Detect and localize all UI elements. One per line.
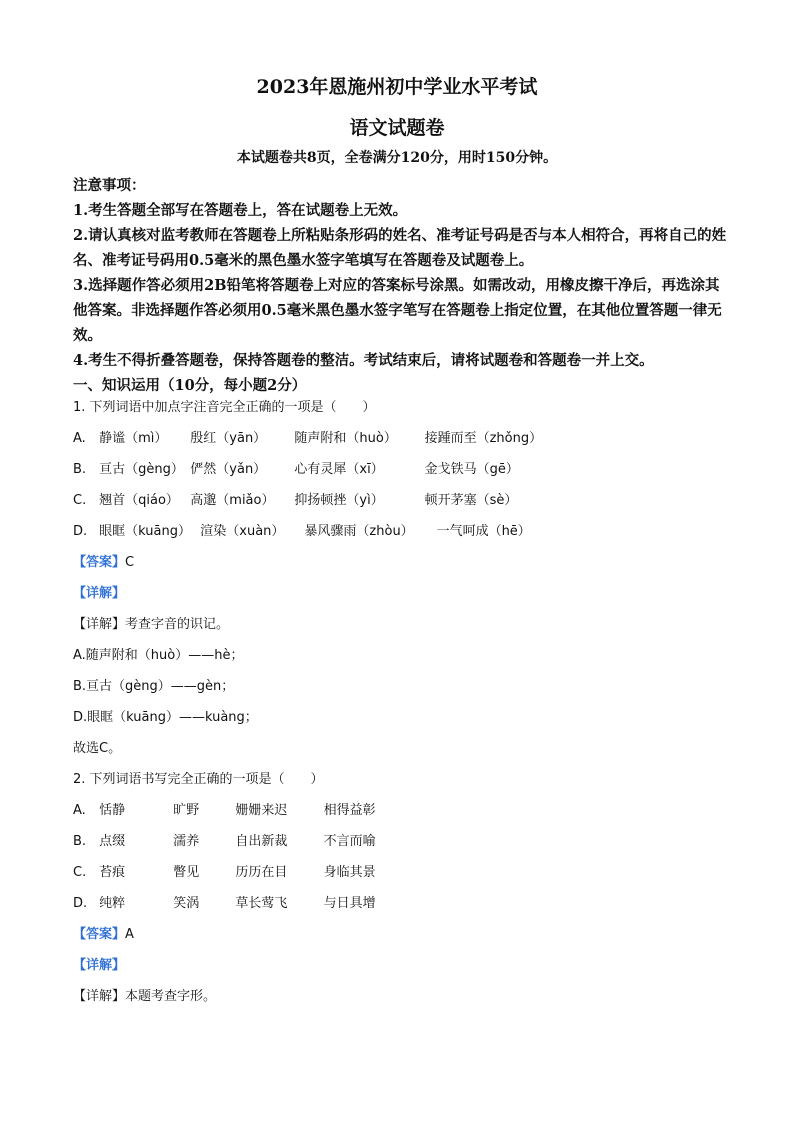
section-heading: 一、知识运用（10分，每小题2分） <box>73 377 307 394</box>
question-2-option-c <box>73 863 733 894</box>
question-2-answer <box>73 925 733 956</box>
option-word: 姗姗来迟 <box>235 803 288 818</box>
option-word: 翘首（qiáo） <box>99 493 179 508</box>
option-word: 旷野 <box>173 803 200 818</box>
option-word: 随声附和（huò） <box>294 431 397 446</box>
option-letter: B. <box>73 462 87 477</box>
option-word: 金戈铁马（gē） <box>424 462 519 477</box>
option-word: 接踵而至（zhǒng） <box>424 431 543 446</box>
option-word: 草长莺飞 <box>235 896 288 911</box>
question-1-option-c <box>73 491 733 522</box>
question-1-option-b <box>73 460 733 491</box>
option-word: 苔痕 <box>99 865 126 880</box>
answer-value: C <box>125 555 135 570</box>
option-word: 与日具增 <box>323 896 376 911</box>
option-word: 顿开茅塞（sè） <box>424 493 518 508</box>
answer-value: A <box>125 927 134 942</box>
option-word: 亘古（gèng） <box>99 462 184 477</box>
option-letter: A. <box>73 803 86 818</box>
option-word: 高邈（miǎo） <box>190 493 275 508</box>
question-1-option-d <box>73 522 733 553</box>
option-letter: B. <box>73 834 87 849</box>
option-word: 历历在目 <box>235 865 288 880</box>
option-word: 身临其景 <box>323 865 376 880</box>
explanation-line: 【详解】考查字音的识记。 <box>73 617 230 632</box>
question-1-detail-label: 【详解】 <box>73 586 126 601</box>
notes-heading: 注意事项： <box>73 177 146 194</box>
option-word: 自出新裁 <box>235 834 288 849</box>
exam-title: 2023年恩施州初中学业水平考试 <box>256 76 538 98</box>
question-1-stem: 1. 下列词语中加点字注音完全正确的一项是（ ） <box>73 400 376 415</box>
option-word: 暴风骤雨（zhòu） <box>304 524 414 539</box>
question-1-option-a <box>73 429 733 460</box>
answer-label: 【答案】 <box>73 555 126 570</box>
option-word: 殷红（yān） <box>190 431 267 446</box>
option-word: 眼眶（kuāng） <box>99 524 191 539</box>
note-item: 3.选择题作答必须用2B铅笔将答题卷上对应的答案标号涂黑。如需改动，用橡皮擦干净后，再选涂其他答案。非选择题作答必须用0.5毫米黑色墨水签字笔写在答题卷上指定位置，在其他位置答题一律无效。 <box>73 277 722 344</box>
option-letter: A. <box>73 431 86 446</box>
option-word: 静谧（mì） <box>99 431 168 446</box>
note-item: 2.请认真核对监考教师在答题卷上所粘贴条形码的姓名、准考证号码是否与本人相符合，再将自己的姓名、准考证号码用0.5毫米的黑色墨水签字笔填写在答题卷及试题卷上。 <box>73 227 727 269</box>
option-letter: C. <box>73 865 87 880</box>
explanation-line: 故选C。 <box>73 741 122 756</box>
option-word: 瞥见 <box>173 865 200 880</box>
option-word: 不言而喻 <box>323 834 376 849</box>
question-2-stem: 2. 下列词语书写完全正确的一项是（ ） <box>73 772 324 787</box>
option-word: 恬静 <box>99 803 126 818</box>
option-word: 抑扬顿挫（yì） <box>294 493 384 508</box>
question-2-option-b <box>73 832 733 863</box>
option-word: 纯粹 <box>99 896 126 911</box>
notes-section <box>73 173 733 398</box>
note-item: 1.考生答题全部写在答题卷上，答在试题卷上无效。 <box>73 202 408 219</box>
option-word: 渲染（xuàn） <box>200 524 285 539</box>
option-word: 点缀 <box>99 834 126 849</box>
option-word: 濡养 <box>173 834 200 849</box>
option-word: 笑涡 <box>173 896 200 911</box>
question-1-answer <box>73 553 733 584</box>
exam-info: 本试题卷共8页，全卷满分120分，用时150分钟。 <box>236 150 558 166</box>
exam-subtitle: 语文试题卷 <box>349 117 445 139</box>
option-word: 一气呵成（hē） <box>436 524 531 539</box>
option-letter: D. <box>73 896 88 911</box>
explanation-line: A.随声附和（huò）——hè； <box>73 648 244 663</box>
option-word: 相得益彰 <box>323 803 376 818</box>
option-word: 心有灵犀（xī） <box>294 462 384 477</box>
option-letter: D. <box>73 524 88 539</box>
answer-label: 【答案】 <box>73 927 126 942</box>
question-2-option-a <box>73 801 733 832</box>
note-item: 4.考生不得折叠答题卷，保持答题卷的整洁。考试结束后，请将试题卷和答题卷一并上交。 <box>73 352 654 369</box>
explanation-line: D.眼眶（kuāng）——kuàng； <box>73 710 258 725</box>
question-2-detail-label: 【详解】 <box>73 958 126 973</box>
option-letter: C. <box>73 493 87 508</box>
explanation-line: B.亘古（gèng）——gèn； <box>73 679 235 694</box>
questions-body <box>73 398 733 1018</box>
option-word: 俨然（yǎn） <box>190 462 267 477</box>
question-2-option-d <box>73 894 733 925</box>
explanation-line: 【详解】本题考查字形。 <box>73 989 217 1004</box>
